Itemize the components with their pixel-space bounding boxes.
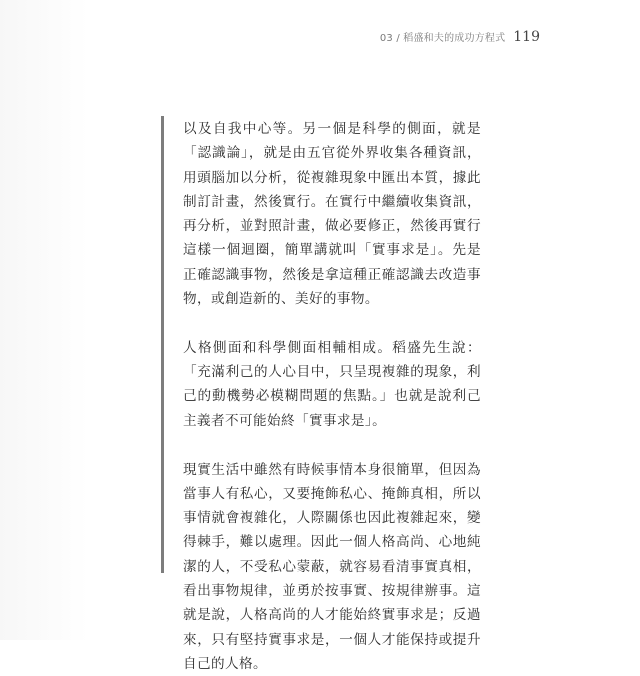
paragraph-3: 現實生活中雖然有時候事情本身很簡單，但因為當事人有私心，又要掩飾私心、掩飾真相，所以事情就會複雜化，人際關係也因此複雜起來，變得棘手，難以處理。因此一個人格高尚、心地純潔的人，不受私心蒙蔽，就容易看清事實真相，看出事物規律，並勇於按事實、按規律辦事。這就是說，人格高尚的人才能始終實事求是；反過來，只有堅持實事求是，一個人才能保持或提升自己的人格。: [183, 461, 481, 672]
page-number: 119: [513, 29, 540, 45]
paragraph-2: 人格側面和科學側面相輔相成。稻盛先生說：「充滿利己的人心目中，只呈現複雜的現象，利己的動機勢必模糊問題的焦點。」也就是說利己主義者不可能始終「實事求是」。: [183, 339, 481, 429]
margin-rule: [161, 116, 164, 573]
running-header: [380, 29, 540, 45]
page-gutter-shadow: [0, 0, 88, 640]
body-text: [183, 117, 481, 676]
paragraph-1: 以及自我中心等。另一個是科學的側面，就是「認識論」，就是由五官從外界收集各種資訊，用頭腦加以分析，從複雜現象中匯出本質，據此制訂計畫，然後實行。在實行中繼續收集資訊，再分析，並對照計畫，做必要修正，然後再實行這樣一個迴圈，簡單講就叫「實事求是」。先是正確認識事物，然後是拿這種正確認識去改造事物，或創造新的、美好的事物。: [183, 121, 481, 308]
chapter-title: 03 / 稻盛和夫的成功方程式: [379, 33, 506, 44]
